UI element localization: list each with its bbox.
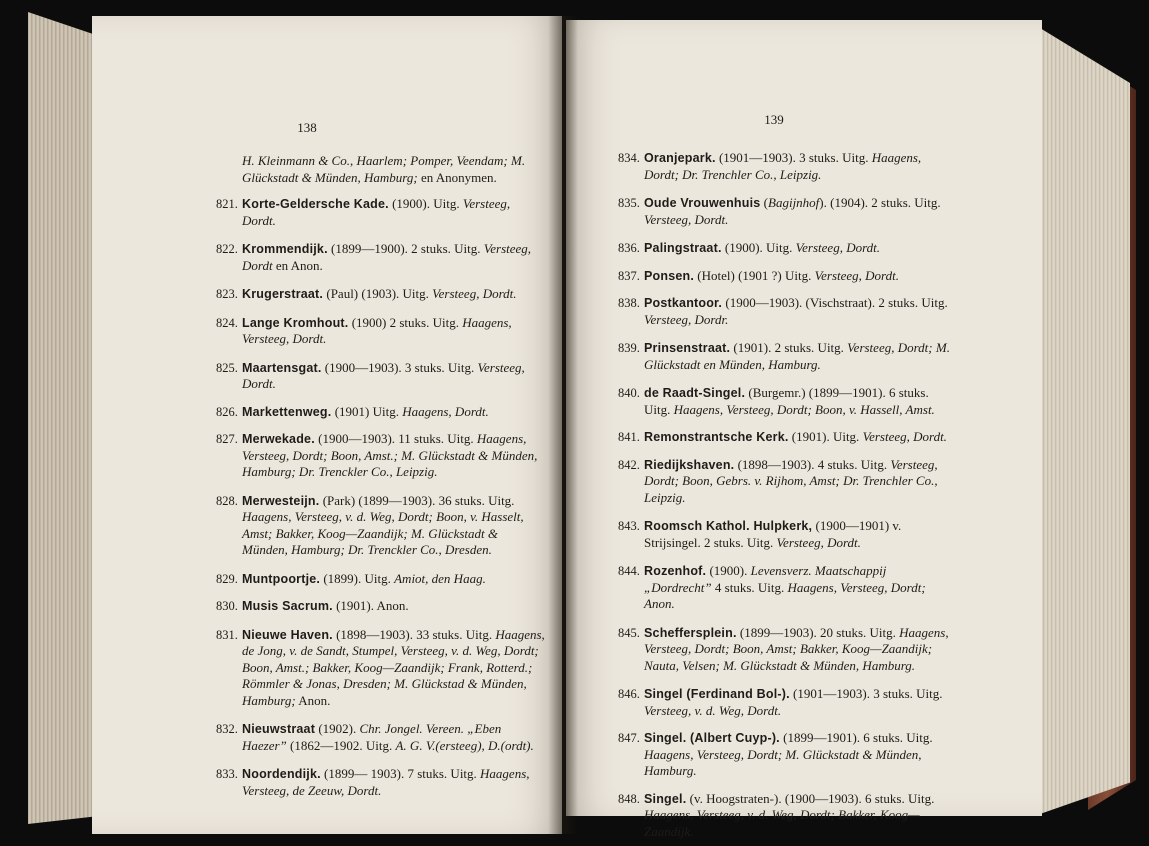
index-entry: [216, 286, 546, 303]
entry-street-name: Merwesteijn.: [242, 493, 320, 508]
entry-details: (1900—1903). 3 stuks. Uitg.: [321, 359, 478, 375]
entry-details: (1900—1901) v. Strijsingel. 2 stuks. Uitg.: [644, 518, 902, 550]
entry-number: 848.: [618, 791, 640, 806]
index-entry: [618, 295, 954, 328]
index-entry: [618, 563, 954, 613]
entry-street-name: Palingstraat.: [644, 241, 722, 255]
entry-details: (1901). Anon.: [332, 598, 409, 613]
entry-details: (1898—1903). 33 stuks. Uitg.: [332, 626, 496, 642]
entry-publisher: Levensverz. Maatschappij „Dordrecht”: [644, 563, 887, 595]
entry-publisher: Versteeg, Dordr.: [644, 311, 729, 327]
entry-publisher: Haagens, de Jong, v. de Sandt, Stumpel, Versteeg, v. d. Weg, Dordt; Boon, Amst.; Bakker, Koog—Zaandijk; Frank, Rotterd.; Römmler & Jonas, Dresden; M. Glückstad & Münden, Hamburg;: [242, 626, 545, 708]
index-entry: [618, 730, 954, 780]
entry-street-name: Nieuwe Haven.: [242, 627, 333, 642]
entry-number: 838.: [618, 296, 640, 310]
entry-list: [216, 153, 546, 799]
entry-details: (1901) Uitg.: [331, 403, 403, 419]
entry-publisher: Haagens, Dordt; Dr. Trenchler Co., Leipzig.: [644, 150, 922, 182]
entry-street-name: Korte-Geldersche Kade.: [242, 197, 389, 211]
entry-details: (1899—1900). 2 stuks. Uitg.: [327, 241, 484, 256]
entry-number: 834.: [618, 151, 640, 165]
entry-number: 846.: [618, 687, 640, 701]
entry-street-name: Singel (Ferdinand Bol-).: [644, 687, 790, 701]
entry-publisher: Versteeg, Dordt; Boon, Gebrs. v. Rijhom, Amst; Dr. Trenchler Co., Leipzig.: [644, 456, 938, 505]
index-entry: [618, 791, 954, 841]
entry-street-name: Krommendijk.: [242, 242, 328, 256]
entry-publisher: Haagens, Versteeg, v. d. Weg, Dordt; Boon, v. Hasselt, Amst; Bakker, Koog—Zaandijk; M. Glückstadt & Münden, Hamburg; Dr. Trenckler Co., Dresden.: [242, 509, 524, 557]
entry-details-tail: 4 stuks. Uitg.: [711, 579, 788, 595]
index-entry: [618, 268, 954, 285]
entry-details: (Hotel) (1901 ?) Uitg.: [694, 267, 815, 283]
page-number: 139: [764, 112, 784, 127]
entry-details: (1900) 2 stuks. Uitg.: [348, 314, 463, 330]
entry-street-name: Oude Vrouwenhuis: [644, 196, 761, 210]
entry-number: 839.: [618, 341, 640, 355]
index-entry: [618, 457, 954, 507]
entry-details: (1899—1903). 20 stuks. Uitg.: [736, 624, 900, 640]
entry-publisher: Versteeg, Dordt.: [776, 534, 861, 550]
entry-publisher: Versteeg, Dordt.: [814, 267, 899, 283]
entry-details: (1902).: [315, 721, 360, 736]
book-gutter: [548, 16, 578, 834]
entry-publisher-2: Versteeg, Dordt.: [644, 211, 729, 227]
entry-publisher: Amiot, den Haag.: [394, 570, 486, 586]
entry-street-name: Singel.: [644, 791, 687, 806]
index-entry: [618, 686, 954, 719]
entry-number: 847.: [618, 731, 640, 745]
entry-details: (1900—1903). 11 stuks. Uitg.: [314, 431, 477, 446]
entry-street-name: Singel. (Albert Cuyp-).: [644, 731, 780, 745]
entry-number: 841.: [618, 430, 640, 444]
entry-details-tail: (1862—1902. Uitg.: [286, 737, 396, 753]
index-entry: [216, 196, 546, 229]
index-entry: [216, 721, 546, 754]
entry-street-name: Ponsen.: [644, 268, 695, 283]
index-entry: [216, 627, 546, 710]
entry-publisher: Versteeg, Dordt.: [862, 429, 947, 444]
entry-number: 831.: [216, 627, 238, 642]
entry-list: [618, 150, 954, 840]
entry-details-tail: en Anon.: [272, 257, 323, 273]
right-page-edges: [1040, 28, 1130, 814]
index-entry: [618, 625, 954, 675]
entry-publisher: Versteeg, Dordt: [242, 241, 532, 273]
entry-street-name: Nieuwstraat: [242, 722, 316, 736]
entry-publisher: Haagens, Versteeg, v. d. Weg, Dordt; Bakker, Koog—Zaandijk.: [644, 807, 920, 839]
entry-number: 835.: [618, 196, 640, 210]
continuation-text: [216, 153, 546, 186]
entry-street-name: Scheffersplein.: [644, 625, 737, 640]
entry-publisher: Haagens, Versteeg, de Zeeuw, Dordt.: [242, 766, 530, 798]
entry-number: 844.: [618, 564, 640, 578]
entry-number: 825.: [216, 360, 238, 375]
entry-street-name: Oranjepark.: [644, 151, 716, 165]
entry-street-name: Lange Kromhout.: [242, 315, 349, 330]
entry-details-tail: Anon.: [295, 692, 331, 708]
entry-details: (1900).: [706, 563, 751, 578]
entry-number: 826.: [216, 404, 238, 419]
entry-details: (1900—1903). (Vischstraat). 2 stuks. Uitg.: [722, 295, 948, 310]
entry-street-name: de Raadt-Singel.: [644, 386, 746, 400]
entry-details: (1901—1903). 3 stuks. Uitg.: [715, 150, 872, 165]
entry-number: 824.: [216, 315, 238, 330]
right-page: [566, 20, 1042, 839]
entry-publisher: Versteeg, Dordt.: [242, 359, 525, 391]
entry-publisher: Haagens, Versteeg, Dordt; M. Glückstadt & Münden, Hamburg.: [644, 746, 922, 778]
index-entry: [216, 360, 546, 393]
index-entry: [618, 240, 954, 257]
entry-publisher: Haagens, Versteeg, Dordt; Boon, Amst.; M. Glückstadt & Münden, Hamburg; Dr. Trenckler Co., Leipzig.: [242, 431, 538, 479]
entry-street-name: Remonstrantsche Kerk.: [644, 430, 789, 444]
entry-details: (v. Hoogstraten-). (1900—1903). 6 stuks. Uitg.: [686, 790, 935, 806]
entry-number: 832.: [216, 722, 238, 736]
entry-details: (1899— 1903). 7 stuks. Uitg.: [320, 766, 481, 781]
entry-details: (Paul) (1903). Uitg.: [323, 286, 433, 301]
entry-publisher: Chr. Jongel. Vereen. „Eben Haezer”: [242, 721, 502, 753]
entry-details: (1901—1903). 3 stuks. Uitg.: [789, 686, 943, 701]
index-entry: [216, 571, 546, 588]
entry-publisher: Versteeg, Dordt.: [242, 196, 511, 228]
continuation-plain: en Anonymen.: [417, 169, 497, 185]
entry-details: (1901). Uitg.: [788, 429, 863, 444]
entry-street-name: Postkantoor.: [644, 296, 723, 310]
index-entry: [618, 340, 954, 373]
left-page: [92, 16, 562, 834]
entry-street-name: Krugerstraat.: [242, 287, 324, 301]
entry-number: 830.: [216, 599, 238, 613]
index-entry: [216, 766, 546, 799]
entry-publisher: Haagens, Versteeg, Dordt; Boon, v. Hassell, Amst.: [673, 401, 935, 417]
entry-street-name: Riedijkshaven.: [644, 457, 735, 472]
index-entry: [216, 493, 546, 559]
entry-details: (Burgemr.) (1899—1901). 6 stuks. Uitg.: [644, 385, 929, 417]
entry-street-name: Muntpoortje.: [242, 571, 321, 586]
entry-number: 833.: [216, 767, 238, 781]
index-entry: [618, 150, 954, 183]
entry-number: 822.: [216, 242, 238, 256]
entry-details: (1898—1903). 4 stuks. Uitg.: [734, 456, 891, 472]
entry-details: (Park) (1899—1903). 36 stuks. Uitg.: [319, 492, 515, 508]
entry-number: 840.: [618, 386, 640, 400]
index-entry: [216, 241, 546, 274]
entry-number: 843.: [618, 519, 640, 533]
entry-street-name: Maartensgat.: [242, 360, 322, 375]
entry-publisher: Versteeg, Dordt; M. Glückstadt en Münden, Hamburg.: [644, 340, 950, 372]
entry-publisher: Versteeg, Dordt.: [432, 286, 517, 301]
entry-publisher: Bagijnhof: [768, 195, 820, 210]
entry-publisher: Versteeg, Dordt.: [795, 240, 881, 255]
entry-details: (1899). Uitg.: [320, 570, 395, 586]
continuation-publishers: H. Kleinmann & Co., Haarlem; Pomper, Veendam; M. Glückstadt & Münden, Hamburg;: [242, 153, 526, 185]
entry-number: 828.: [216, 493, 238, 508]
entry-number: 827.: [216, 432, 238, 446]
entry-publisher: Haagens, Versteeg, Dordt; Boon, Amst; Bakker, Koog—Zaandijk; Nauta, Velsen; M. Glückstadt & Münden, Hamburg.: [644, 624, 949, 673]
entry-publisher-2: A. G. V.(ersteeg), D.(ordt).: [395, 737, 534, 753]
entry-number: 842.: [618, 457, 640, 472]
entry-street-name: Rozenhof.: [644, 564, 707, 578]
entry-details: (: [760, 195, 769, 210]
index-entry: [216, 315, 546, 348]
entry-number: 823.: [216, 287, 238, 301]
index-entry: [618, 385, 954, 418]
entry-publisher: Haagens, Dordt.: [402, 403, 489, 419]
entry-number: 821.: [216, 197, 238, 211]
entry-street-name: Noordendijk.: [242, 767, 321, 781]
index-entry: [216, 431, 546, 481]
index-entry: [216, 404, 546, 421]
entry-details: (1901). 2 stuks. Uitg.: [730, 340, 848, 355]
entry-publisher: Versteeg, v. d. Weg, Dordt.: [644, 702, 782, 718]
index-entry: [618, 518, 954, 551]
index-entry: [618, 429, 954, 446]
entry-street-name: Merwekade.: [242, 432, 315, 446]
entry-street-name: Prinsenstraat.: [644, 341, 731, 355]
entry-street-name: Musis Sacrum.: [242, 599, 333, 613]
index-entry: [618, 195, 954, 228]
entry-details: (1900). Uitg.: [721, 240, 796, 255]
entry-details-tail: ). (1904). 2 stuks. Uitg.: [819, 195, 941, 210]
entry-details: (1899—1901). 6 stuks. Uitg.: [779, 730, 933, 745]
entry-details: (1900). Uitg.: [388, 196, 463, 211]
entry-street-name: Roomsch Kathol. Hulpkerk,: [644, 519, 813, 533]
entry-number: 845.: [618, 625, 640, 640]
entry-publisher-2: Haagens, Versteeg, Dordt; Anon.: [644, 579, 926, 611]
entry-number: 837.: [618, 268, 640, 283]
index-entry: [216, 598, 546, 615]
entry-publisher: Haagens, Versteeg, Dordt.: [242, 314, 512, 346]
page-number: 138: [297, 120, 317, 135]
entry-street-name: Markettenweg.: [242, 404, 332, 419]
entry-number: 829.: [216, 571, 238, 586]
entry-number: 836.: [618, 241, 640, 255]
